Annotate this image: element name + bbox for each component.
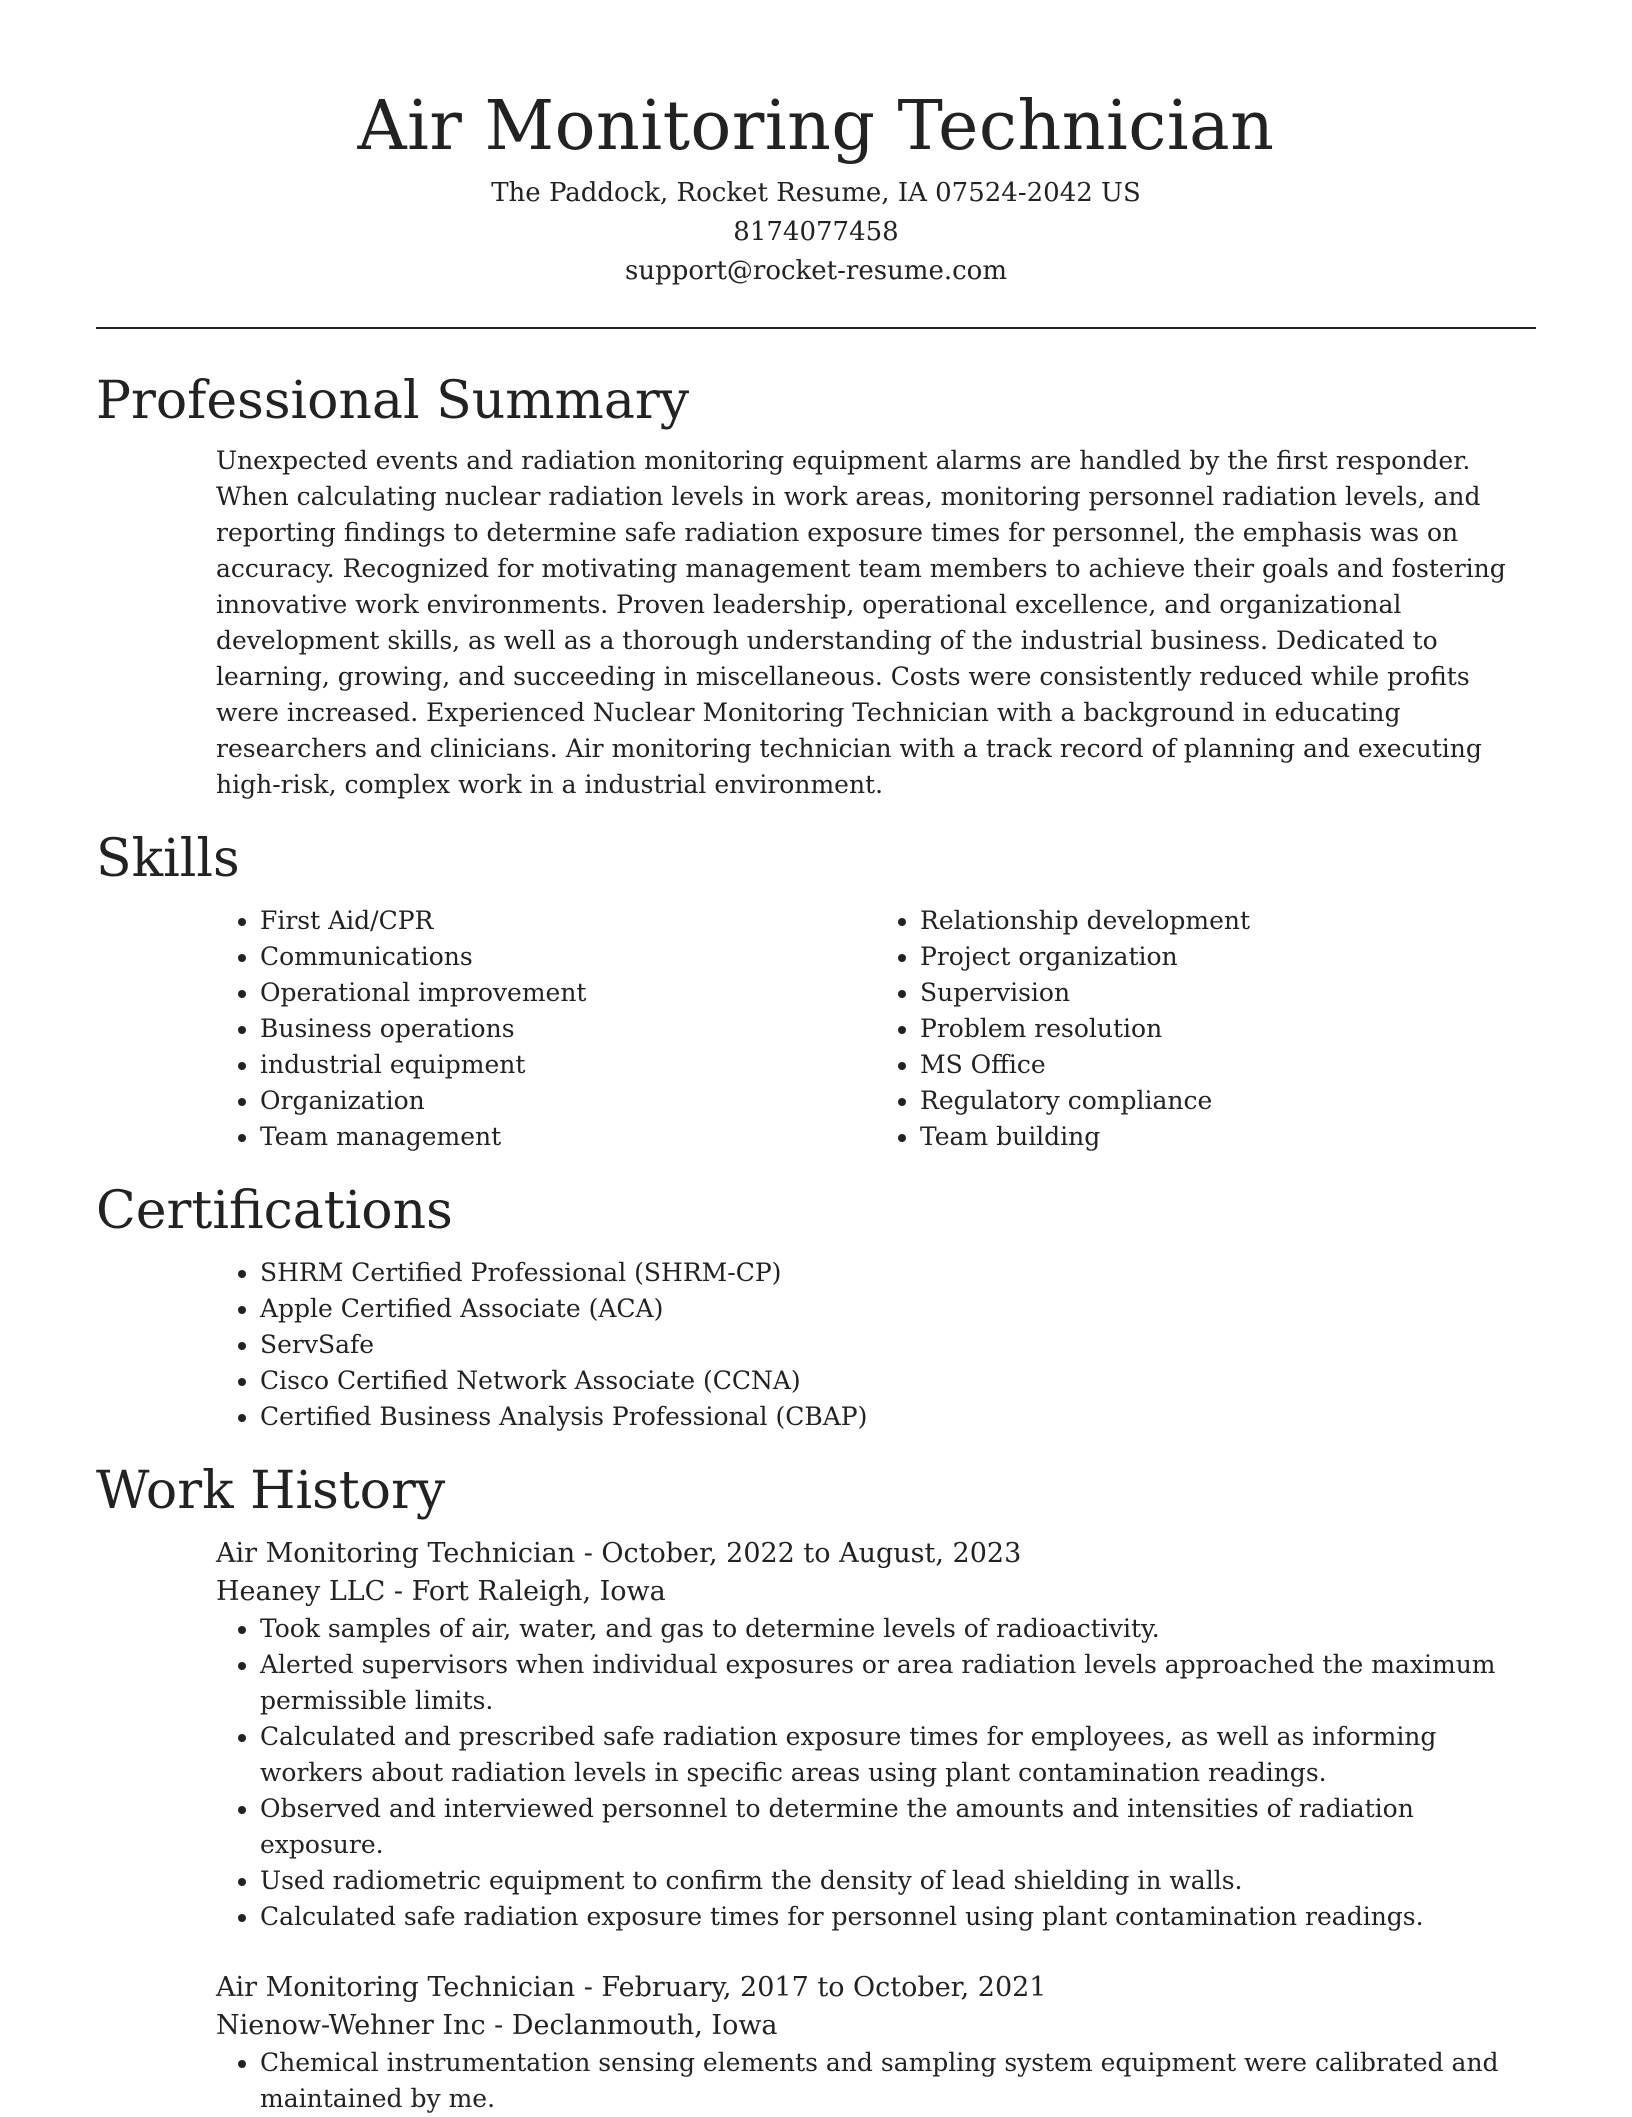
job-company-location: Nienow-Wehner Inc - Declanmouth, Iowa	[216, 2010, 778, 2041]
skill-item: • Regulatory compliance	[920, 1083, 1536, 1119]
section-title-skills: Skills	[96, 829, 240, 889]
job-title-dates: Air Monitoring Technician - October, 2022 to August, 2023	[216, 1538, 1022, 1569]
skills-columns	[216, 903, 1536, 1155]
header-divider	[96, 327, 1536, 329]
job-company-location: Heaney LLC - Fort Raleigh, Iowa	[216, 1576, 666, 1607]
skills-list-left	[216, 903, 876, 1155]
section-title-summary: Professional Summary	[96, 371, 690, 431]
candidate-name: Air Monitoring Technician	[357, 87, 1275, 166]
certification-item: • Certified Business Analysis Professional (CBAP)	[260, 1399, 1536, 1435]
resume-header	[96, 0, 1536, 291]
job-duties-list	[216, 2045, 1536, 2117]
job-duty-item: • Calculated safe radiation exposure times for personnel using plant contamination readings.	[260, 1899, 1536, 1935]
job-title-dates: Air Monitoring Technician - February, 2017 to October, 2021	[216, 1972, 1047, 2003]
job-duty-item: • Calculated and prescribed safe radiation exposure times for employees, as well as informing workers about radiation levels in specific areas using plant contamination readings.	[260, 1719, 1536, 1791]
skills-list-right	[876, 903, 1536, 1155]
job-duty-item: • Chemical instrumentation sensing elements and sampling system equipment were calibrated and maintained by me.	[260, 2045, 1536, 2117]
skill-item: • Team management	[260, 1119, 876, 1155]
certifications-body	[216, 1255, 1536, 1435]
skill-item: • Organization	[260, 1083, 876, 1119]
job-duty-item: • Observed and interviewed personnel to determine the amounts and intensities of radiation exposure.	[260, 1791, 1536, 1863]
skill-item: • Problem resolution	[920, 1011, 1536, 1047]
skills-section	[96, 827, 1536, 1155]
summary-body	[216, 443, 1536, 803]
skill-item: • Operational improvement	[260, 975, 876, 1011]
section-title-certifications: Certifications	[96, 1181, 453, 1241]
certification-item: • SHRM Certified Professional (SHRM-CP)	[260, 1255, 1536, 1291]
skill-item: • First Aid/CPR	[260, 903, 876, 939]
certifications-section	[96, 1179, 1536, 1435]
certification-item: • Cisco Certified Network Associate (CCNA)	[260, 1363, 1536, 1399]
job-entry	[216, 1535, 1536, 1935]
work-history-section	[96, 1459, 1536, 2117]
certifications-list	[216, 1255, 1536, 1435]
skill-item: • MS Office	[920, 1047, 1536, 1083]
skill-item: • Supervision	[920, 975, 1536, 1011]
job-duty-item: • Alerted supervisors when individual exposures or area radiation levels approached the maximum permissible limits.	[260, 1647, 1536, 1719]
email-address: support@rocket-resume.com	[624, 256, 1007, 286]
address: The Paddock, Rocket Resume, IA 07524-2042 US	[491, 178, 1141, 208]
professional-summary-section	[96, 369, 1536, 803]
phone-number: 8174077458	[733, 217, 899, 247]
work-history-body	[216, 1535, 1536, 2117]
summary-text: Unexpected events and radiation monitoring equipment alarms are handled by the first responder. When calculating nuclear radiation levels in work areas, monitoring personnel radiation levels, and reporting findings to determine safe radiation exposure times for personnel, the emphasis was on accuracy. Recognized for motivating management team members to achieve their goals and fostering innovative work environments. Proven leadership, operational excellence, and organizational development skills, as well as a thorough understanding of the industrial business. Dedicated to learning, growing, and succeeding in miscellaneous. Costs were consistently reduced while profits were increased. Experienced Nuclear Monitoring Technician with a background in educating researchers and clinicians. Air monitoring technician with a track record of planning and executing high-risk, complex work in a industrial environment.	[216, 446, 1506, 799]
skill-item: • Team building	[920, 1119, 1536, 1155]
skill-item: • Relationship development	[920, 903, 1536, 939]
section-title-work-history: Work History	[96, 1461, 446, 1521]
skill-item: • Business operations	[260, 1011, 876, 1047]
certification-item: • Apple Certified Associate (ACA)	[260, 1291, 1536, 1327]
certification-item: • ServSafe	[260, 1327, 1536, 1363]
skill-item: • Communications	[260, 939, 876, 975]
job-duty-item: • Used radiometric equipment to confirm the density of lead shielding in walls.	[260, 1863, 1536, 1899]
skill-item: • industrial equipment	[260, 1047, 876, 1083]
job-duties-list	[216, 1611, 1536, 1935]
skill-item: • Project organization	[920, 939, 1536, 975]
contact-info	[96, 174, 1536, 291]
job-entry	[216, 1969, 1536, 2117]
resume-page	[96, 0, 1536, 2117]
job-duty-item: • Took samples of air, water, and gas to determine levels of radioactivity.	[260, 1611, 1536, 1647]
